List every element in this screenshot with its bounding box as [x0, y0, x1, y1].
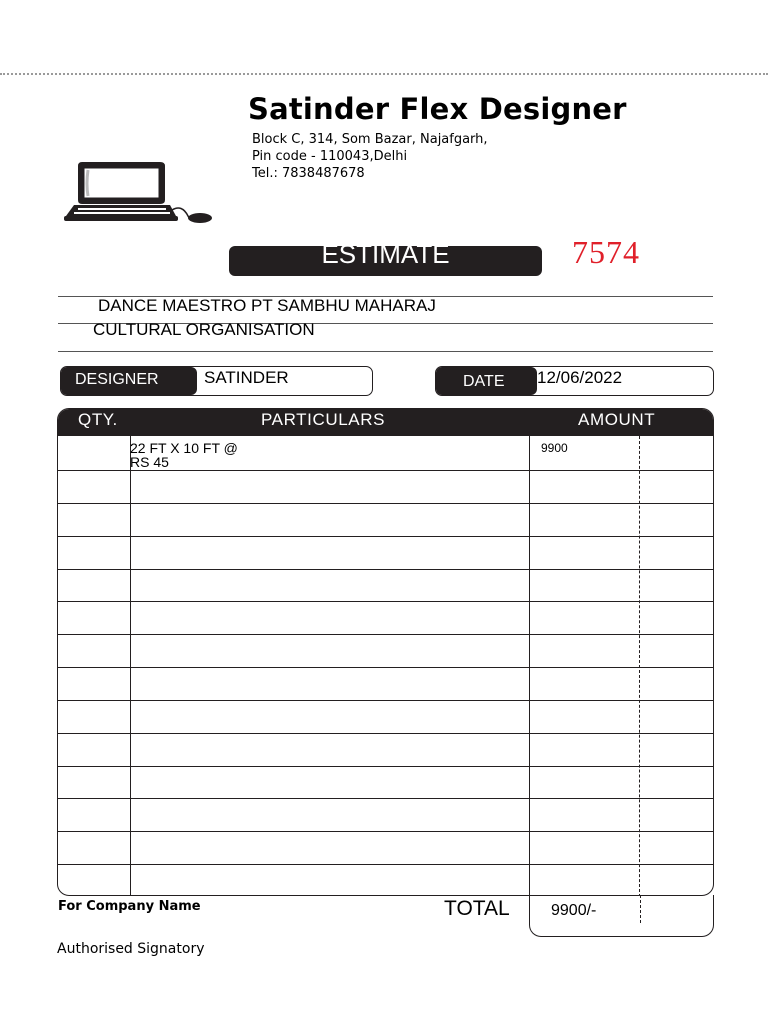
row-line — [58, 470, 713, 471]
total-label: TOTAL — [444, 897, 510, 920]
row-line — [58, 700, 713, 701]
total-paise-divider — [640, 895, 641, 923]
for-company-name: For Company Name — [58, 899, 201, 914]
row-line — [58, 667, 713, 668]
row-line — [58, 536, 713, 537]
amount-column-divider — [529, 436, 530, 896]
customer-name-line-1: DANCE MAESTRO PT SAMBHU MAHARAJ — [98, 296, 436, 315]
business-name: Satinder Flex Designer — [248, 92, 627, 126]
computer-icon — [62, 160, 214, 226]
serial-number: 7574 — [572, 234, 640, 270]
item-amount: 9900 — [541, 441, 568, 455]
designer-field — [60, 366, 373, 396]
item-particulars-line-1: 22 FT X 10 FT @ — [130, 440, 238, 456]
row-line — [58, 831, 713, 832]
designer-value: SATINDER — [204, 368, 289, 387]
total-value: 9900/- — [551, 902, 597, 919]
authorised-signatory: Authorised Signatory — [57, 941, 205, 957]
estimate-title: ESTIMATE — [321, 246, 450, 269]
date-field — [435, 366, 714, 396]
row-line — [58, 733, 713, 734]
table-header — [58, 409, 713, 436]
row-line — [58, 569, 713, 570]
paise-column-divider — [639, 436, 640, 896]
row-line — [58, 503, 713, 504]
row-line — [58, 864, 713, 865]
row-line — [58, 601, 713, 602]
header-qty: QTY. — [78, 410, 118, 429]
customer-name-line-2: CULTURAL ORGANISATION — [93, 320, 315, 339]
row-line — [58, 798, 713, 799]
date-label: DATE — [436, 367, 537, 395]
address-line-1: Block C, 314, Som Bazar, Najafgarh, — [252, 132, 488, 147]
designer-label: DESIGNER — [61, 367, 197, 395]
address-line-2: Pin code - 110043,Delhi — [252, 149, 408, 164]
qty-column-divider — [130, 436, 131, 896]
customer-rule-3 — [58, 351, 713, 352]
header-amount: AMOUNT — [578, 410, 656, 429]
perforation-line — [0, 73, 768, 75]
phone-number: Tel.: 7838487678 — [252, 166, 365, 181]
item-particulars-line-2: RS 45 — [130, 454, 169, 470]
row-line — [58, 766, 713, 767]
estimate-title-bar — [229, 246, 542, 276]
line-items-table — [57, 408, 714, 896]
header-particulars: PARTICULARS — [261, 410, 386, 429]
date-value: 12/06/2022 — [537, 368, 623, 387]
row-line — [58, 634, 713, 635]
